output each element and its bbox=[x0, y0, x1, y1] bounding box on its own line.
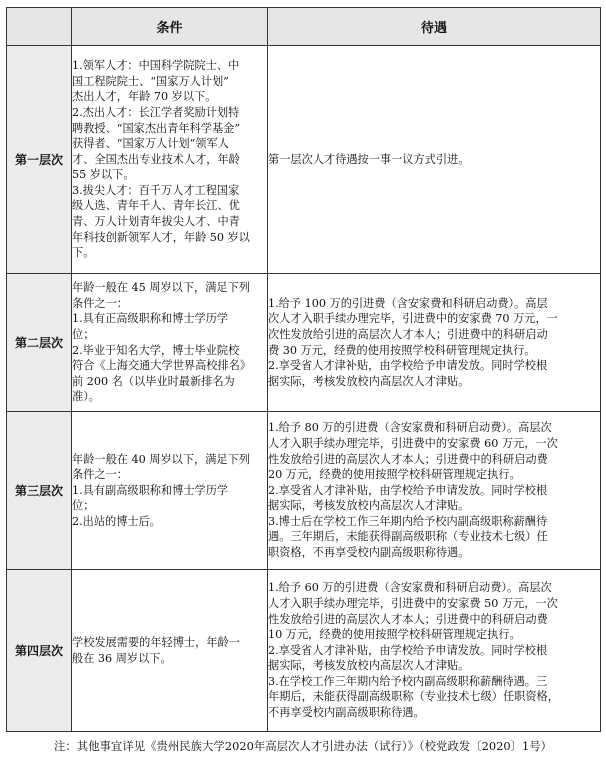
tier-label: 第二层次 bbox=[7, 274, 72, 412]
condition-line: 1.具有正高级职称和博士学历学 bbox=[72, 312, 229, 326]
condition-line: 位； bbox=[72, 499, 95, 513]
condition-line: 聘教授、“国家杰出青年科学基金” bbox=[72, 121, 241, 135]
benefit-line: 据实际，考核发放校内高层次人才津贴。 bbox=[268, 374, 470, 388]
benefit-line: 第一层次人才待遇按一事一议方式引进。 bbox=[268, 152, 470, 166]
benefit-line: 3.在学校工作三年期内给予校内副高级职称薪酬待遇。三 bbox=[268, 674, 548, 688]
benefit-line: 年期后，未能获得副高级职称（专业技术七级）任职资格， bbox=[268, 690, 559, 704]
condition-line: 青、万人计划青年拔尖人才、中青 bbox=[72, 215, 240, 229]
condition-line: 前 200 名（以毕业时最新排名为 bbox=[72, 374, 235, 388]
benefit-line: 次性发放给引进的高层次人才本人；引进费中的科研启动 bbox=[268, 327, 548, 341]
condition-line: 才、全国杰出专业技术人才，年龄 bbox=[72, 152, 240, 166]
condition-line: 般在 36 周岁以下。 bbox=[72, 651, 172, 665]
benefit-cell bbox=[268, 46, 601, 274]
condition-line: 国工程院院士、“国家万人计划” bbox=[72, 74, 229, 88]
benefit-line: 3.博士后在学校工作三年期内给予校内副高级职称薪酬待 bbox=[268, 514, 548, 528]
table-header-row bbox=[7, 8, 601, 46]
condition-line: 级人选、青年千人、青年长江、优 bbox=[72, 199, 240, 213]
condition-line: 3.拔尖人才：百千万人才工程国家 bbox=[72, 183, 240, 197]
benefit-cell bbox=[268, 274, 601, 412]
benefit-line: 10 万元，经费的使用按照学校科研管理规定执行。 bbox=[268, 628, 521, 642]
benefit-line: 次人才入职手续办理完毕，引进费中的安家费 70 万元，一 bbox=[268, 312, 558, 326]
condition-line: 年龄一般在 45 周岁以下，满足下列 bbox=[72, 281, 250, 295]
header-empty-cell bbox=[7, 8, 72, 46]
condition-line: 位； bbox=[72, 327, 95, 341]
condition-line: 55 岁以下。 bbox=[72, 168, 135, 182]
talent-tier-table bbox=[6, 7, 601, 732]
condition-line: 年龄一般在 40 周岁以下，满足下列 bbox=[72, 452, 250, 466]
table-row bbox=[7, 46, 601, 274]
condition-line: 条件之一： bbox=[72, 296, 128, 310]
condition-line: 1.领军人才：中国科学院院士、中 bbox=[72, 59, 240, 73]
benefit-line: 据实际，考核发放校内高层次人才津贴。 bbox=[268, 499, 470, 513]
condition-line: 下。 bbox=[72, 246, 95, 260]
condition-line: 学校发展需要的年轻博士，年龄一 bbox=[72, 635, 240, 649]
condition-cell bbox=[72, 570, 268, 732]
header-benefit: 待遇 bbox=[268, 8, 601, 46]
condition-line: 准）。 bbox=[72, 390, 100, 404]
condition-line: 杰出人才，年龄 70 岁以下。 bbox=[72, 90, 217, 104]
condition-line: 获得者、“国家万人计划”领军人 bbox=[72, 137, 229, 151]
condition-cell bbox=[72, 46, 268, 274]
table-row bbox=[7, 274, 601, 412]
tier-label: 第一层次 bbox=[7, 46, 72, 274]
benefit-line: 人才入职手续办理完毕，引进费中的安家费 50 万元，一次 bbox=[268, 596, 558, 610]
benefit-cell bbox=[268, 412, 601, 570]
tier-label: 第三层次 bbox=[7, 412, 72, 570]
benefit-line: 职资格，不再享受校内副高级职称待遇。 bbox=[268, 546, 470, 560]
benefit-line: 1.给予 60 万的引进费（含安家费和科研启动费）。高层次 bbox=[268, 581, 552, 595]
tier-label: 第四层次 bbox=[7, 570, 72, 732]
table-row bbox=[7, 412, 601, 570]
benefit-line: 2.享受省人才津补贴，由学校给予申请发放。同时学校根 bbox=[268, 359, 548, 373]
benefit-line: 2.享受省人才津补贴，由学校给予申请发放。同时学校根 bbox=[268, 643, 548, 657]
condition-line: 2.毕业于知名大学，博士毕业院校 bbox=[72, 343, 240, 357]
condition-line: 1.具有副高级职称和博士学历学 bbox=[72, 483, 229, 497]
benefit-cell bbox=[268, 570, 601, 732]
benefit-line: 费 30 万元，经费的使用按照学校科研管理规定执行。 bbox=[268, 343, 536, 357]
condition-line: 年科技创新领军人才，年龄 50 岁以 bbox=[72, 230, 250, 244]
condition-line: 条件之一： bbox=[72, 468, 128, 482]
footnote: 注：其他事宜详见《贵州民族大学2020年高层次人才引进办法（试行）》（校党政发〔2020〕1号） bbox=[53, 739, 553, 753]
benefit-line: 人才入职手续办理完毕，引进费中的安家费 60 万元，一次 bbox=[268, 436, 558, 450]
condition-cell bbox=[72, 274, 268, 412]
benefit-line: 2.享受省人才津补贴，由学校给予申请发放。同时学校根 bbox=[268, 483, 548, 497]
condition-cell bbox=[72, 412, 268, 570]
benefit-line: 1.给予 80 万的引进费（含安家费和科研启动费）。高层次 bbox=[268, 421, 552, 435]
benefit-line: 20 万元，经费的使用按照学校科研管理规定执行。 bbox=[268, 468, 521, 482]
benefit-line: 遇。三年期后，未能获得副高级职称（专业技术七级）任 bbox=[268, 530, 548, 544]
condition-line: 2.杰出人才：长江学者奖励计划特 bbox=[72, 105, 240, 119]
condition-line: 2.出站的博士后。 bbox=[72, 514, 161, 528]
benefit-line: 1.给予 100 万的引进费（含安家费和科研启动费）。高层 bbox=[268, 296, 548, 310]
header-condition: 条件 bbox=[72, 8, 268, 46]
benefit-line: 不再享受校内副高级职称待遇。 bbox=[268, 706, 425, 720]
benefit-line: 据实际，考核发放校内高层次人才津贴。 bbox=[268, 659, 470, 673]
benefit-line: 性发放给引进的高层次人才本人；引进费中的科研启动费 bbox=[268, 612, 548, 626]
benefit-line: 性发放给引进的高层次人才本人；引进费中的科研启动费 bbox=[268, 452, 548, 466]
condition-line: 符合《上海交通大学世界高校排名》 bbox=[72, 359, 252, 373]
table-row bbox=[7, 570, 601, 732]
